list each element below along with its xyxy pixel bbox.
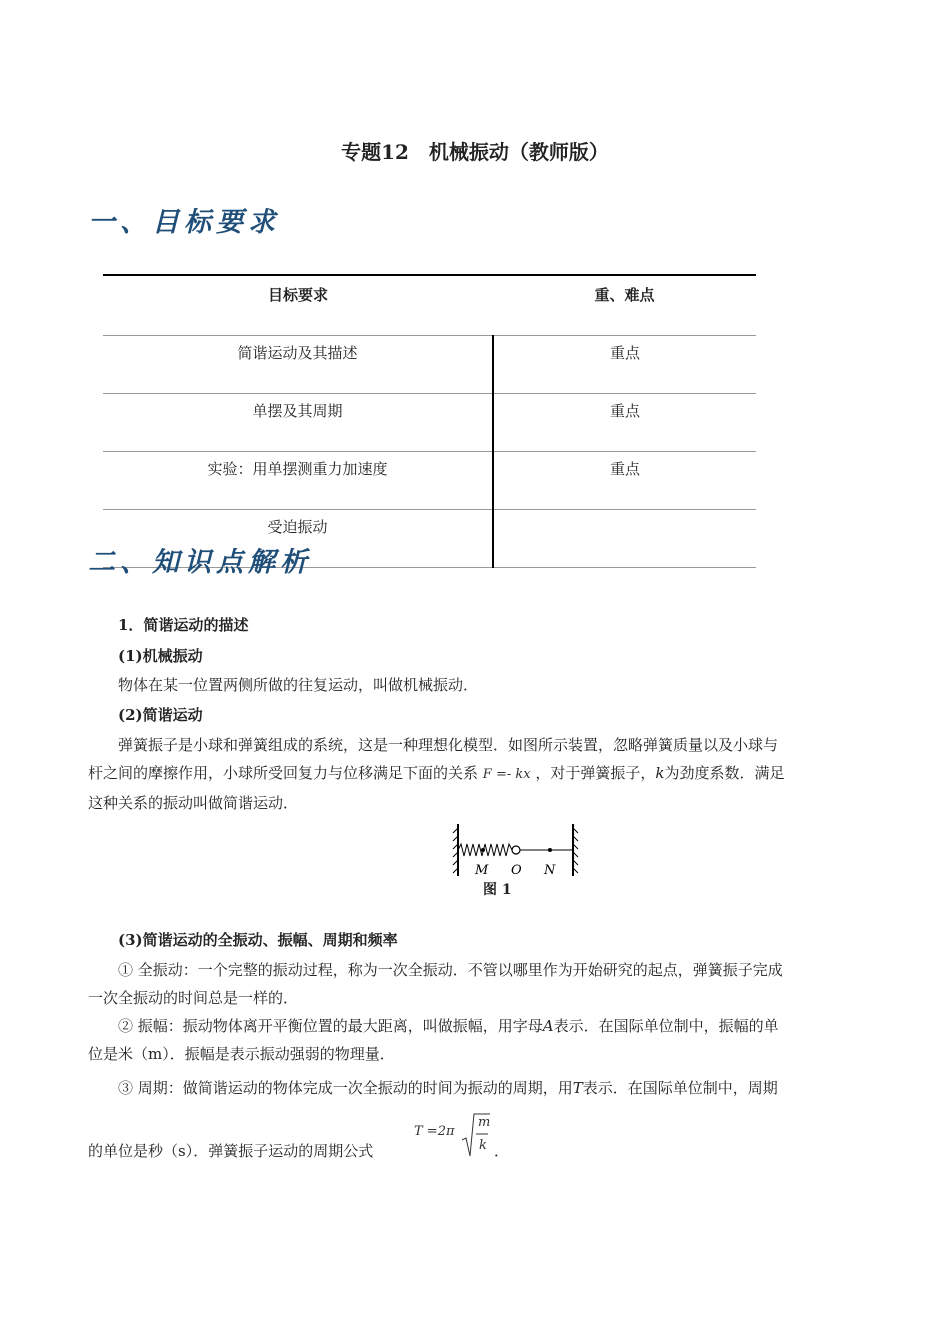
table-cell-level xyxy=(493,510,756,568)
symbol-t: T xyxy=(572,1079,583,1097)
paragraph-3-line-1: ① 全振动：一个完整的振动过程，称为一次全振动．不管以哪里作为开始研究的起点，弹簧振子完成 xyxy=(118,961,783,979)
paragraph-4 xyxy=(88,1012,868,1068)
text-fragment: 表示．在国际单位制中，周期 xyxy=(582,1079,778,1097)
formula-hooke: F =- kx xyxy=(482,767,531,782)
paragraph-5-text xyxy=(88,1074,868,1102)
table-row xyxy=(103,452,756,510)
table-cell-goal: 实验：用单摆测重力加速度 xyxy=(103,452,493,510)
table-header-row xyxy=(103,275,756,336)
paragraph-4-line-2: 位是米（m）．振幅是表示振动强弱的物理量． xyxy=(88,1045,395,1063)
table-row xyxy=(103,394,756,452)
section-heading-goals: 一、目标要求 xyxy=(88,207,280,238)
label-o: O xyxy=(511,863,522,878)
formula-period-numerator: m xyxy=(478,1115,491,1130)
spring-oscillator-figure xyxy=(448,822,588,880)
table-cell-goal: 受迫振动 xyxy=(103,510,493,568)
text-fragment: ③ 周期：做简谐运动的物体完成一次全振动的时间为振动的周期，用 xyxy=(118,1079,573,1097)
ball xyxy=(512,846,520,854)
text-fragment: 杆之间的摩擦作用，小球所受回复力与位移满足下面的关系 xyxy=(88,764,479,782)
paragraph-3 xyxy=(88,956,868,1012)
text-fragment: 表示．在国际单位制中，振幅的单 xyxy=(553,1017,779,1035)
section-heading-knowledge: 二、知识点解析 xyxy=(88,547,312,578)
paragraph-5-line-2: 的单位是秒（s）．弹簧振子运动的周期公式 xyxy=(88,1142,374,1160)
heading-1b: (2)简谐运动 xyxy=(118,706,203,724)
paragraph-2 xyxy=(88,731,868,817)
table-header-difficulty: 重、难点 xyxy=(493,275,756,336)
paragraph-2-line-2 xyxy=(88,759,868,789)
label-n: N xyxy=(544,863,556,878)
formula-period-lhs: T =2π xyxy=(414,1124,455,1139)
symbol-a: A xyxy=(542,1017,554,1035)
paragraph-5-line-1 xyxy=(88,1074,868,1102)
heading-1a: (1)机械振动 xyxy=(118,647,203,665)
label-m: M xyxy=(475,863,489,878)
formula-period xyxy=(414,1112,498,1160)
table-cell-goal: 简谐运动及其描述 xyxy=(103,336,493,394)
table-header-goal: 目标要求 xyxy=(103,275,493,336)
paragraph-2-line-3: 这种关系的振动叫做简谐运动． xyxy=(88,794,299,812)
goals-table xyxy=(103,274,756,568)
symbol-k: k xyxy=(655,764,665,782)
heading-1c: (3)简谐运动的全振动、振幅、周期和频率 xyxy=(118,931,398,949)
paragraph-4-line-1 xyxy=(88,1012,868,1040)
text-fragment: ，对于弹簧振子， xyxy=(535,764,656,782)
table-cell-level: 重点 xyxy=(493,336,756,394)
table-cell-level: 重点 xyxy=(493,394,756,452)
table-row xyxy=(103,336,756,394)
paragraph-3-line-2: 一次全振动的时间总是一样的． xyxy=(88,989,299,1007)
formula-period-denominator: k xyxy=(479,1138,487,1153)
table-cell-goal: 单摆及其周期 xyxy=(103,394,493,452)
text-fragment: 为劲度系数．满足 xyxy=(664,764,785,782)
point-n xyxy=(548,848,552,852)
page-title: 专题12 机械振动（教师版） xyxy=(341,140,609,164)
point-m xyxy=(481,848,485,852)
text-fragment: ② 振幅：振动物体离开平衡位置的最大距离，叫做振幅，用字母 xyxy=(118,1017,543,1035)
paragraph-1: 物体在某一位置两侧所做的往复运动，叫做机械振动． xyxy=(118,676,479,694)
heading-1: 1．简谐运动的描述 xyxy=(118,616,249,634)
paragraph-5-end: ． xyxy=(494,1142,510,1160)
paragraph-2-line-1: 弹簧振子是小球和弹簧组成的系统，这是一种理想化模型．如图所示装置，忽略弹簧质量以及小球与 xyxy=(118,736,779,754)
table-cell-level: 重点 xyxy=(493,452,756,510)
figure-caption: 图 1 xyxy=(483,882,512,898)
